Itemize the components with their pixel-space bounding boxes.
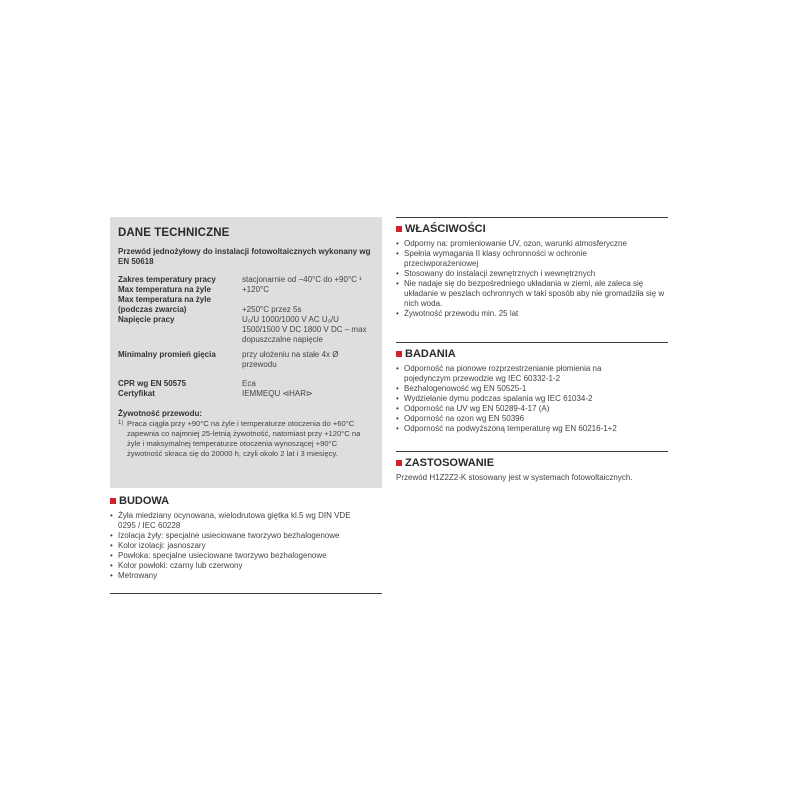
list-item: • Metrowany bbox=[110, 571, 382, 581]
list-item: • Kolor izolacji: jasnoszary bbox=[110, 541, 382, 551]
spec-value: +250°C przez 5s bbox=[242, 305, 302, 314]
list-item: • Odporność na ozon wg EN 50396 bbox=[396, 414, 668, 424]
list-item: • Bezhalogenowość wg EN 50525-1 bbox=[396, 384, 668, 394]
zastosowanie-title: ZASTOSOWANIE bbox=[405, 457, 495, 469]
section-divider bbox=[396, 342, 668, 343]
section-divider bbox=[396, 217, 668, 218]
spec-row bbox=[118, 315, 374, 345]
spec-row bbox=[118, 379, 374, 389]
zastosowanie-heading bbox=[396, 457, 668, 469]
spec-row bbox=[118, 389, 374, 399]
technical-data-subtitle: Przewód jednożyłowy do instalacji fotowoltaicznych wykonany wg EN 50618 bbox=[118, 247, 371, 266]
red-square-icon bbox=[396, 351, 402, 357]
list-item: • Izolacja żyły: specjalne usieciowane tworzywo bezhalogenowe bbox=[110, 531, 382, 541]
spec-value: U₀/U 1000/1000 V AC U₀/U 1500/1500 V DC 1800 V DC – max dopuszczalne napięcie bbox=[242, 315, 367, 344]
spec-value: przy ułożeniu na stałe 4x Ø przewodu bbox=[242, 350, 339, 369]
spec-value: IEMMEQU ⊲HAR⊳ bbox=[242, 389, 313, 398]
budowa-section bbox=[110, 495, 382, 581]
spec-value: Eca bbox=[242, 379, 256, 388]
red-square-icon bbox=[110, 498, 116, 504]
spec-value: +120°C bbox=[242, 285, 269, 294]
wlasciwosci-heading bbox=[396, 223, 668, 235]
list-item: • Odporność na podwyższoną temperaturę wg EN 60216-1+2 bbox=[396, 424, 668, 434]
spec-row bbox=[118, 295, 374, 315]
spec-key: Napięcie pracy bbox=[118, 315, 175, 324]
wlasciwosci-list bbox=[396, 239, 668, 319]
list-item: • Powłoka: specjalne usieciowane tworzywo bezhalogenowe bbox=[110, 551, 382, 561]
technical-data-panel bbox=[110, 217, 382, 488]
list-item: • Odporny na: promieniowanie UV, ozon, warunki atmosferyczne bbox=[396, 239, 668, 249]
spec-row bbox=[118, 350, 374, 370]
list-item: • Wydzielanie dymu podczas spalania wg IEC 61034-2 bbox=[396, 394, 668, 404]
spec-key: Minimalny promień gięcia bbox=[118, 350, 216, 359]
spec-key: CPR wg EN 50575 bbox=[118, 379, 187, 388]
spec-key: Certyfikat bbox=[118, 389, 155, 398]
budowa-title: BUDOWA bbox=[119, 495, 170, 507]
lifetime-text: Praca ciągła przy +90°C na żyle i temperaturze otoczenia do +60°C zapewnia co najmniej 25-letnią żywotność, natomiast przy +120°C na żyle i maksymalnej temperaturze otoczenia wynoszącej +90°C żywotność skraca się do 20000 h, czyli około 2 lat i 3 miesięcy. bbox=[127, 419, 361, 458]
bottom-divider bbox=[110, 593, 382, 594]
list-item: • Żywotność przewodu min. 25 lat bbox=[396, 309, 668, 319]
spec-key: Max temperatura na żyle (podczas zwarcia) bbox=[118, 295, 211, 314]
badania-heading bbox=[396, 348, 668, 360]
list-item: • Żyła miedziany ocynowana, wielodrutowa giętka kl.5 wg DIN VDE 0295 / IEC 60228 bbox=[110, 511, 358, 531]
list-item: • Kolor powłoki: czarny lub czerwony bbox=[110, 561, 382, 571]
wlasciwosci-section bbox=[396, 217, 668, 319]
footnote-marker: 1) bbox=[118, 420, 124, 426]
budowa-heading bbox=[110, 495, 382, 507]
list-item: • Spełnia wymagania II klasy ochronności w ochronie przeciwporażeniowej bbox=[396, 249, 614, 269]
badania-title: BADANIA bbox=[405, 348, 456, 360]
wlasciwosci-title: WŁAŚCIWOŚCI bbox=[405, 223, 486, 235]
red-square-icon bbox=[396, 460, 402, 466]
lifetime-title: Żywotność przewodu: bbox=[118, 409, 202, 418]
spec-row bbox=[118, 285, 374, 295]
list-item: • Stosowany do instalacji zewnętrznych i wewnętrznych bbox=[396, 269, 668, 279]
zastosowanie-section bbox=[396, 451, 668, 483]
spec-key: Zakres temperatury pracy bbox=[118, 275, 216, 284]
spec-row bbox=[118, 275, 374, 285]
budowa-list bbox=[110, 511, 382, 581]
list-item: • Nie nadaje się do bezpośredniego układania w ziemi, ale zaleca się układanie w peszlach ochronnych w taki sposób aby nie gromadziła się w nich woda. bbox=[396, 279, 668, 309]
badania-list bbox=[396, 364, 668, 434]
badania-section bbox=[396, 342, 668, 434]
list-item: • Odporność na UV wg EN 50289-4-17 (A) bbox=[396, 404, 668, 414]
section-divider bbox=[396, 451, 668, 452]
spec-key: Max temperatura na żyle bbox=[118, 285, 211, 294]
lifetime-note bbox=[118, 419, 374, 459]
spec-value: stacjonarnie od −40°C do +90°C ¹ bbox=[242, 275, 362, 284]
technical-data-title: DANE TECHNICZNE bbox=[118, 227, 230, 239]
zastosowanie-text: Przewód H1Z2Z2-K stosowany jest w systemach fotowoltaicznych. bbox=[396, 473, 633, 482]
red-square-icon bbox=[396, 226, 402, 232]
list-item: • Odporność na pionowe rozprzestrzenianie płomienia na pojedynczym przewodzie wg IEC 60332-1-2 bbox=[396, 364, 629, 384]
